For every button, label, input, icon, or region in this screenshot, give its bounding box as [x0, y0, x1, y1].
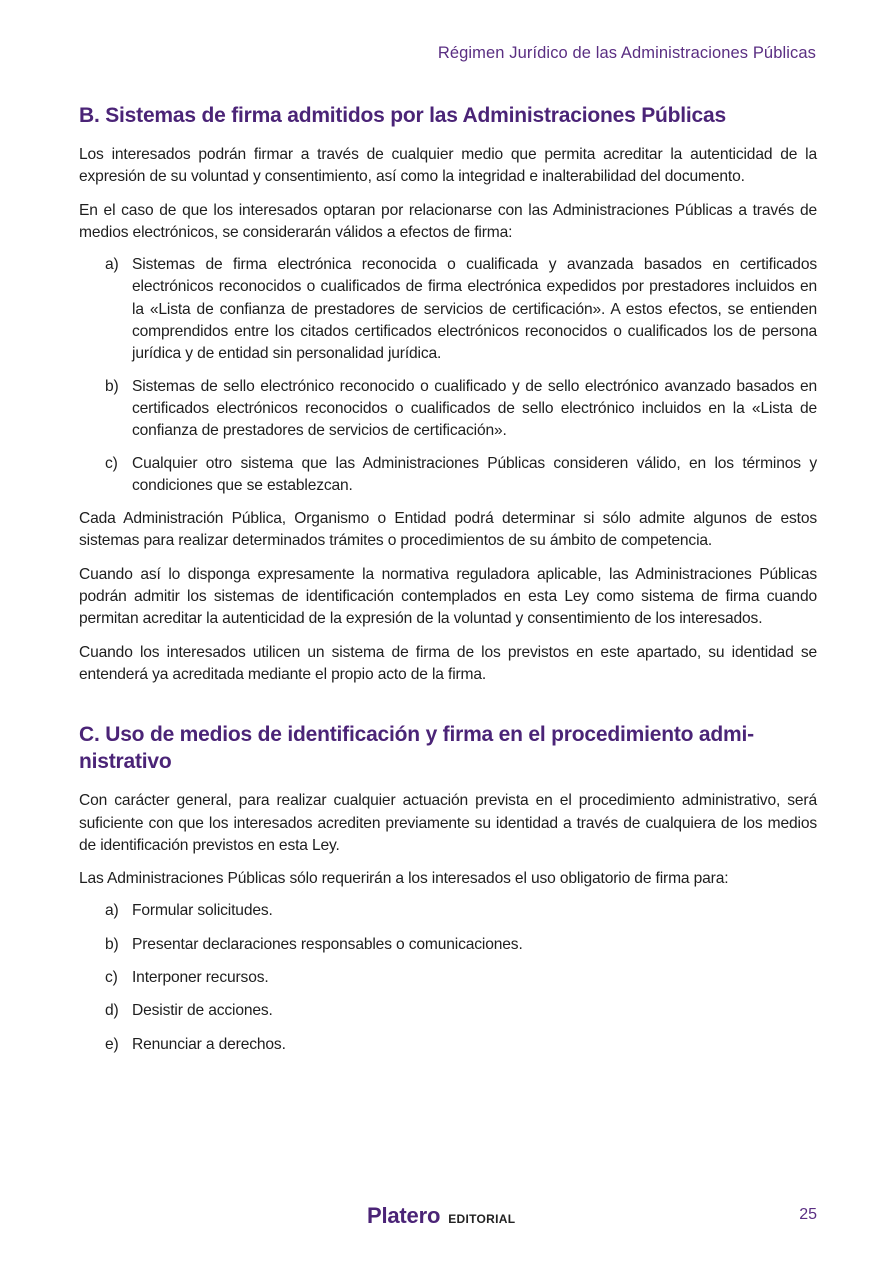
- list-item: [79, 1000, 817, 1022]
- section-b-paragraph: Los interesados podrán firmar a través de cualquier medio que permita acreditar la autenticidad de la expresión de su voluntad y consentimiento, así como la integridad e inalterabilidad del documento.: [79, 146, 817, 186]
- list-item-text: Renunciar a derechos.: [132, 1035, 286, 1053]
- list-marker: c): [105, 969, 118, 987]
- list-marker: a): [105, 902, 119, 920]
- publisher-logo: [367, 1203, 515, 1229]
- list-item: [79, 934, 817, 956]
- list-item-text: Formular solicitudes.: [132, 902, 273, 920]
- list-item: [79, 967, 817, 989]
- list-marker: e): [105, 1035, 119, 1053]
- list-marker: a): [105, 256, 119, 274]
- mandatory-signature-list: [79, 900, 817, 1055]
- section-b-paragraph: Cuando así lo disponga expresamente la normativa reguladora aplicable, las Administraciones Públicas podrán admitir los sistemas de identificación contemplados en esta Ley como sistema de firma cuando permitan acreditar la autenticidad de la expresión de la voluntad y consentimiento de los interesados.: [79, 565, 817, 628]
- list-item-text: Presentar declaraciones responsables o comunicaciones.: [132, 935, 523, 953]
- list-item-text: Interponer recursos.: [132, 969, 269, 987]
- list-marker: d): [105, 1002, 119, 1020]
- section-b-paragraph: Cada Administración Pública, Organismo o Entidad podrá determinar si sólo admite algunos de estos sistemas para realizar determinados trámites o procedimientos de su ámbito de competencia.: [79, 510, 817, 550]
- list-marker: b): [105, 935, 119, 953]
- section-b-paragraph: Cuando los interesados utilicen un sistema de firma de los previstos en este apartado, su identidad se entenderá ya acreditada mediante el propio acto de la firma.: [79, 643, 817, 683]
- section-c-paragraph: Con carácter general, para realizar cualquier actuación prevista en el procedimiento administrativo, será suficiente con que los interesados acrediten previamente su identidad a través de cualquiera de los medios de identificación previstos en esta Ley.: [79, 792, 817, 854]
- publisher-suffix: EDITORIAL: [448, 1212, 516, 1226]
- list-item-text: Desistir de acciones.: [132, 1002, 273, 1020]
- list-marker: b): [105, 377, 119, 395]
- section-c-heading: C. Uso de medios de identificación y firma en el procedimiento administrativo: [79, 723, 755, 774]
- publisher-name: Platero: [367, 1203, 441, 1228]
- running-header: Régimen Jurídico de las Administraciones Públicas: [437, 44, 816, 62]
- section-b-paragraph: En el caso de que los interesados optaran por relacionarse con las Administraciones Públicas a través de medios electrónicos, se considerarán válidos a efectos de firma:: [79, 201, 817, 241]
- list-item: [79, 254, 817, 365]
- list-item: [79, 900, 817, 922]
- list-item: [79, 453, 817, 498]
- signature-systems-list: [79, 254, 817, 497]
- list-marker: c): [105, 454, 118, 472]
- page-number: 25: [799, 1206, 817, 1223]
- list-item: [79, 376, 817, 443]
- page-content: [79, 100, 817, 1056]
- list-item: [79, 1034, 817, 1056]
- section-b-heading: B. Sistemas de firma admitidos por las Administraciones Públicas: [79, 104, 726, 127]
- list-item-text: Cualquier otro sistema que las Administraciones Públicas consideren válido, en los términos y condiciones que se establezcan.: [132, 454, 817, 494]
- list-item-text: Sistemas de firma electrónica reconocida o cualificada y avanzada basados en certificados electrónicos reconocidos o cualificados de firma electrónica expedidos por prestadores incluidos en la «Lista de confianza de prestadores de servicios de certificación». A estos efectos, se entienden comprendidos entre los citados certificados electrónicos reconocidos o cualificados los de persona jurídica y de entidad sin personalidad jurídica.: [132, 256, 817, 363]
- list-item-text: Sistemas de sello electrónico reconocido o cualificado y de sello electrónico avanzado basados en certificados electrónicos reconocidos o cualificados de sello electrónico incluidos en la «Lista de confianza de prestadores de servicios de certificación».: [132, 377, 817, 440]
- section-c-paragraph: Las Administraciones Públicas sólo requerirán a los interesados el uso obligatorio de firma para:: [79, 870, 729, 888]
